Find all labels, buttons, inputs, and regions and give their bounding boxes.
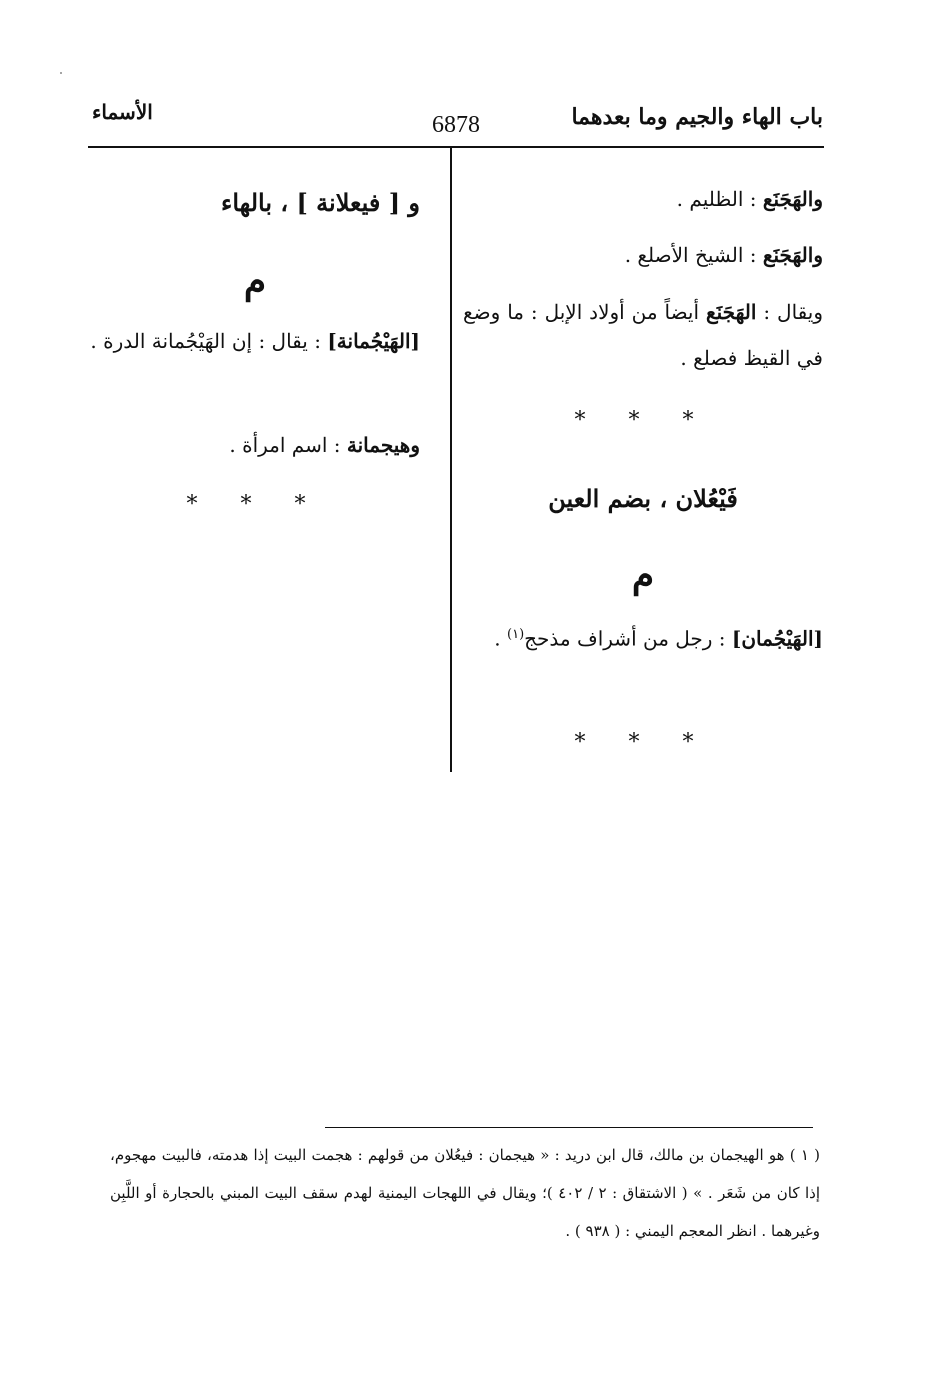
- section-title: الأسماء: [92, 100, 153, 124]
- pattern-heading: و [ فيعلانة ] ، بالهاء: [221, 188, 420, 217]
- footnote-marker: (١): [507, 627, 525, 642]
- header-rule: [88, 146, 824, 148]
- entry-lead: ويقال :: [763, 300, 823, 324]
- entry-definition: : يقال : إن الهَيْجُمانة الدرة .: [90, 329, 321, 353]
- entry-term: الهَجَنَع: [705, 300, 757, 324]
- entry-term: والهَجَنَع: [762, 187, 823, 211]
- section-separator: * * *: [186, 492, 324, 517]
- root-letter: م: [243, 260, 267, 302]
- entry-term: وهيجمانة: [346, 433, 420, 457]
- entry-haijuman: [463, 612, 823, 662]
- scan-speck: [60, 72, 62, 74]
- entry-definition: : رجل من أشراف مذحج: [524, 626, 726, 651]
- entry-term: [الهَيْجُمانة]: [327, 329, 420, 353]
- chapter-title: باب الهاء والجيم وما بعدهما: [571, 104, 823, 130]
- entry-end: .: [494, 626, 501, 651]
- entry-haijumana: [90, 318, 420, 364]
- pattern-heading: فَيْعُلان ، بضم العين: [548, 484, 738, 513]
- entry-definition: : الظليم .: [676, 187, 757, 211]
- entry-haijumana-name: [90, 422, 420, 468]
- footnote-rule: [325, 1127, 813, 1128]
- section-separator: * * *: [574, 730, 712, 755]
- entry-definition: : اسم امرأة .: [229, 433, 341, 457]
- column-divider: [450, 147, 452, 772]
- entry-hajana-camel: [463, 289, 823, 381]
- entry-definition: أيضاً من أولاد الإبل : ما وضع في القيظ فصلع .: [463, 300, 823, 370]
- root-letter: م: [631, 554, 655, 596]
- section-separator: * * *: [574, 408, 712, 433]
- footnote: ( ١ ) هو الهيجمان بن مالك، قال ابن دريد : « هيجمان : فيعُلان من قولهم : هجمت البيت إذا هدمته، فالبيت مهجوم، إذا كان من شَعَر . » ( الاشتقاق : ٢ / ٤٠٢ )؛ ويقال في اللهجات اليمنية لهدم سقف البيت المبني بالحجارة أو اللَّبِن وغيرهما . انظر المعجم اليمني : ( ٩٣٨ ) .: [110, 1146, 820, 1240]
- entry-term: والهَجَنَع: [762, 243, 823, 267]
- entry-term: [الهَيْجُمان]: [731, 626, 823, 651]
- page-number: 6878: [432, 112, 480, 138]
- entry-hajana-bald-old-man: [463, 232, 823, 278]
- entry-hajana-ostrich: [463, 176, 823, 222]
- entry-definition: : الشيخ الأصلع .: [624, 243, 757, 267]
